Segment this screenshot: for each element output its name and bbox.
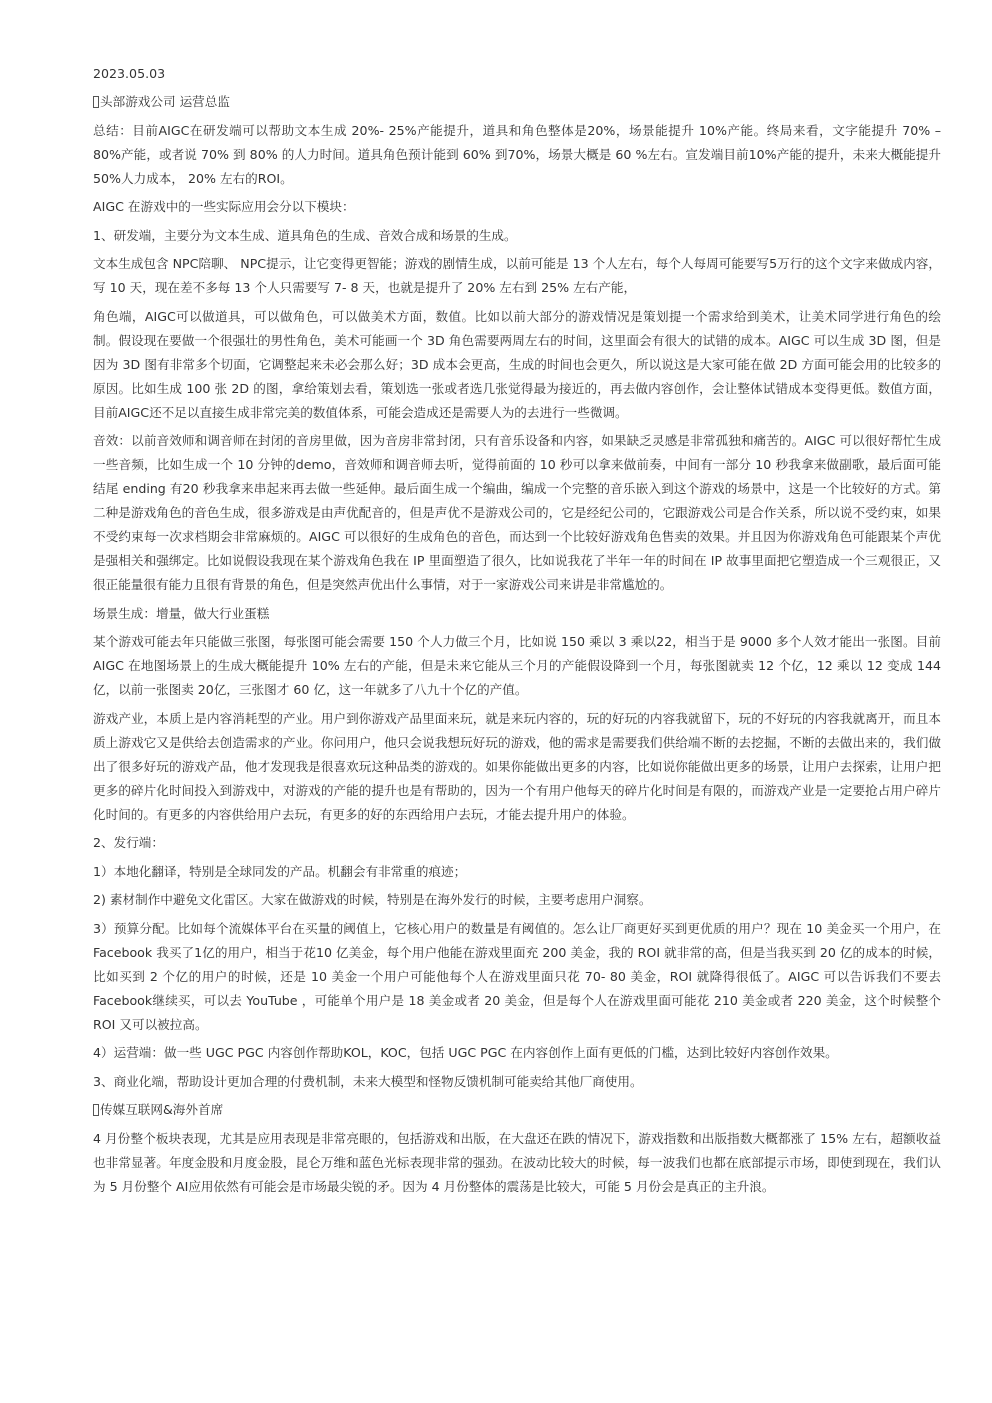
speaker-label: 头部游戏公司 运营总监	[100, 94, 230, 109]
paragraph-scene: 某个游戏可能去年只能做三张图，每张图可能会需要 150 个人力做三个月，比如说 150 乘以 3 乘以22，相当于是 9000 多个人效才能出一张图。目前 AIGC 在地图场景上的生成大概能提升 10% 左右的产能，但是未来它能从三个月的产能假设降到一个月，每张图就卖 12 个亿，12 乘以 12 变成 144 亿，以前一张图卖 20亿，三张图才 60 亿，这一年就多了八九十个亿的产值。	[93, 634, 941, 697]
paragraph-summary: 总结：目前AIGC在研发端可以帮助文本生成 20%- 25%产能提升，道具和角色整体是20%，场景能提升 10%产能。终局来看，文字能提升 70% – 80%产能，或者说 70% 到 80% 的人力时间。道具角色预计能到 60% 到70%，场景大概是 60 %左右。宣发端目前10%产能的提升，未来大概能提升 50%人力成本， 20% 左右的ROI。	[93, 122, 941, 186]
document-date: 2023.05.03	[93, 66, 166, 81]
speaker-marker-icon	[93, 1104, 99, 1116]
paragraph-modules-intro: AIGC 在游戏中的一些实际应用会分以下模块：	[93, 199, 355, 214]
document-page	[93, 62, 941, 1203]
paragraph-commercial: 3、商业化端，帮助设计更加合理的付费机制，未来大模型和怪物反馈机制可能卖给其他厂商使用。	[93, 1073, 643, 1089]
paragraph-scene-heading: 场景生成：增量，做大行业蛋糕	[93, 605, 270, 621]
paragraph-budget: 3）预算分配。比如每个流媒体平台在买量的阈值上，它核心用户的数量是有阈值的。怎么让厂商更好买到更优质的用户？现在 10 美金买一个用户，在 Facebook 我买了1亿的用户，相当于花10 亿美金，每个用户他能在游戏里面充 200 美金，我的 ROI 就非常的高，但是当我买到 20 亿的成本的时候，比如买到 2 个亿的用户的时候，还是 10 美金一个用户可能他每个人在游戏里面只花 70- 80 美金，ROI 就降得很低了。AIGC 可以告诉我们不要去 Facebook继续买，可以去 YouTube ，可能单个用户是 18 美金或者 20 美金，但是每个人在游戏里面可能花 210 美金或者 220 美金，这个时候整个 ROI 又可以被拉高。	[93, 920, 941, 1032]
paragraph-audio: 音效：以前音效师和调音师在封闭的音房里做，因为音房非常封闭，只有音乐设备和内容，如果缺乏灵感是非常孤独和痛苦的。AIGC 可以很好帮忙生成一些音频，比如生成一个 10 分钟的demo，音效师和调音师去听，觉得前面的 10 秒可以拿来做前奏，中间有一部分 10 秒我拿来做副歌，最后面可能结尾 ending 有20 秒我拿来串起来再去做一些延伸。最后面生成一个编曲，编成一个完整的音乐嵌入到这个游戏的场景中，这是一个比较好的方式。第二种是游戏角色的音色生成，很多游戏是由声优配音的，但是声优不是游戏公司的，它是经纪公司的，它跟游戏公司是合作关系，所以说不受约束，如果不受约束每一次求档期会非常麻烦的。AIGC 可以很好的生成角色的音色，而达到一个比较好游戏角色售卖的效果。并且因为你游戏角色可能跟某个声优是强相关和强绑定。比如说假设我现在某个游戏角色我在 IP 里面塑造了很久，比如说我花了半年一年的时间在 IP 故事里面把它塑造成一个三观很正，又很正能量很有能力且很有背景的角色，但是突然声优出什么事情，对于一家游戏公司来讲是非常尴尬的。	[93, 433, 941, 592]
paragraph-operations: 4）运营端：做一些 UGC PGC 内容创作帮助KOL，KOC，包括 UGC PGC 在内容创作上面有更低的门槛，达到比较好内容创作效果。	[93, 1045, 838, 1060]
speaker-heading-2	[93, 1098, 941, 1122]
paragraph-industry: 游戏产业，本质上是内容消耗型的产业。用户到你游戏产品里面来玩，就是来玩内容的，玩的好玩的内容我就留下，玩的不好玩的内容我就离开，而且本质上游戏它又是供给去创造需求的产业。你问用户，他只会说我想玩好玩的游戏，他的需求是需要我们供给端不断的去挖掘，不断的去做出来的，我们做出了很多好玩的游戏产品，他才发现我是很喜欢玩这种品类的游戏的。如果你能做出更多的内容，比如说你能做出更多的场景，让用户去探索，让用户把更多的碎片化时间投入到游戏中，对游戏的产能的提升也是有帮助的，因为一个有用户他每天的碎片化时间是有限的，而游戏产业是一定要抢占用户碎片化时间的。有更多的内容供给用户去玩，有更多的好的东西给用户去玩，才能去提升用户的体验。	[93, 710, 941, 822]
speaker-heading-1	[93, 90, 941, 114]
paragraph-materials: 2) 素材制作中避免文化雷区。大家在做游戏的时候，特别是在海外发行的时候，主要考虑用户洞察。	[93, 892, 652, 907]
paragraph-text-generation: 文本生成包含 NPC陪聊、 NPC提示，让它变得更智能；游戏的剧情生成，以前可能是 13 个人左右，每个人每周可能要写5万行的这个文字来做成内容，写 10 天，现在差不多每 13 个人只需要写 7- 8 天，也就是提升了 20% 左右到 25% 左右产能，	[93, 256, 941, 295]
paragraph-character: 角色端，AIGC可以做道具，可以做角色，可以做美术方面，数值。比如以前大部分的游戏情况是策划提一个需求给到美术，让美术同学进行角色的绘制。假设现在要做一个很强壮的男性角色，美术可能画一个 3D 角色需要两周左右的时间，这里面会有很大的试错的成本。AIGC 可以生成 3D 图，但是因为 3D 图有非常多个切面，它调整起来未必会那么好；3D 成本会更高，生成的时间也会更久，所以说这是大家可能在做 2D 方面可能会用的比较多的原因。比如生成 100 张 2D 的图，拿给策划去看，策划选一张或者选几张觉得最为接近的，再去做内容创作，会让整体试错成本变得更低。数值方面，目前AIGC还不足以直接生成非常完美的数值体系，可能会造成还是需要人为的去进行一些微调。	[93, 308, 941, 420]
paragraph-market: 4 月份整个板块表现，尤其是应用表现是非常亮眼的，包括游戏和出版，在大盘还在跌的情况下，游戏指数和出版指数大概都涨了 15% 左右，超额收益也非常显著。年度金股和月度金股，昆仑万维和蓝色光标表现非常的强劲。在波动比较大的时候，每一波我们也都在底部提示市场，即使到现在，我们认为 5 月份整个 AI应用依然有可能会是市场最尖锐的矛。因为 4 月份整体的震荡是比较大，可能 5 月份会是真正的主升浪。	[93, 1130, 941, 1194]
paragraph-publish-heading: 2、发行端：	[93, 835, 164, 850]
speaker-marker-icon	[93, 96, 99, 108]
speaker-label: 传媒互联网&海外首席	[100, 1102, 224, 1117]
paragraph-rd-heading: 1、研发端，主要分为文本生成、道具角色的生成、音效合成和场景的生成。	[93, 227, 517, 243]
paragraph-localization: 1）本地化翻译，特别是全球同发的产品。机翻会有非常重的痕迹；	[93, 863, 467, 879]
